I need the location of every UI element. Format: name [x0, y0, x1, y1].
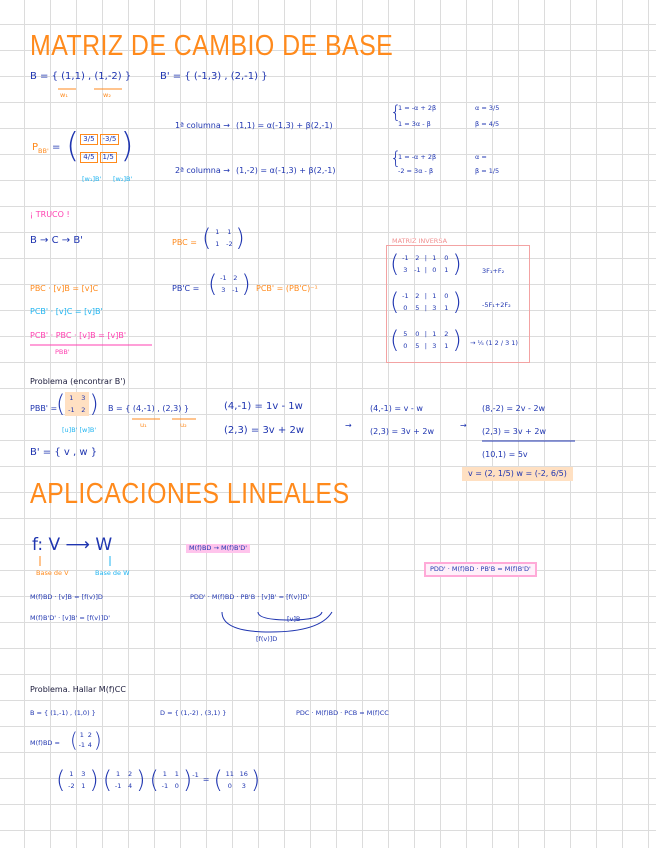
col2-sys1: 1 = -α + 2β — [398, 153, 437, 161]
brace1-label: [v]B — [287, 615, 301, 623]
problem1-basis-bp: B' = { v , w } — [30, 447, 98, 458]
pbb-col1-label: [w₁]B' — [82, 175, 102, 183]
basis-b: B = { (1,1) , (1,-2) } — [30, 71, 132, 82]
inverse-title: MATRIZ INVERSA — [392, 237, 448, 245]
inverse-result: → ⅕ (1 2 / 3 1) — [470, 339, 518, 347]
problem1-pbbp-label: PBB' = — [30, 404, 58, 413]
section-title-aplicaciones: APLICACIONES LINEALES — [30, 478, 350, 510]
col1-sys1: 1 = -α + 2β — [398, 104, 437, 112]
problem2-product: ( 1 3 -2 1 ) ( 1 2 -1 4 ) ( 1 1 -1 0 ) $^{-1}$ = ( 11 16 0 3 ) — [56, 766, 261, 794]
basis-b-prime: B' = { (-1,3) , (2,-1) } — [160, 71, 268, 82]
relation2: M(f)B'D' · [v]B' = [f(v)]D' — [30, 614, 111, 622]
col1-label: 1ª columna → — [175, 121, 230, 130]
pbb-m21: 4/5 — [80, 152, 97, 163]
problem1-f1: (4,-1) = v - w — [370, 404, 423, 413]
pbb-m11: 3/5 — [80, 134, 97, 145]
col1-res1: α = 3/5 — [475, 104, 500, 112]
col1-equation: (1,1) = α(-1,3) + β(2,-1) — [236, 121, 333, 130]
problem1-g2: (2,3) = 3v + 2w — [482, 427, 546, 436]
problem1-pbbp-matrix: ( 1 3 -1 2 ) — [56, 390, 99, 418]
brace-fv-bracket — [222, 612, 332, 632]
pbpc-label: PB'C = — [172, 284, 200, 293]
relation3: PDD' · M(f)BD · PB'B · [v]B' = [f(v)]D' — [190, 593, 310, 601]
col2-brace: { — [390, 148, 402, 169]
problem1-g1: (8,-2) = 2v - 2w — [482, 404, 546, 413]
truco-title: ¡ TRUCO ! — [30, 210, 70, 219]
problem1-arrow2: → — [460, 421, 467, 430]
truco-line2: PCB' · [v]C = [v]B' — [30, 307, 103, 316]
inverse-op1: 3F₁+F₂ — [482, 267, 505, 275]
problem1-cols: [u]B' [w]B' — [62, 426, 97, 434]
problem1-g3: (10,1) = 5v — [482, 450, 528, 459]
pbb-matrix: ( 3/5 -3/5 4/5 1/5 ) — [66, 126, 134, 166]
col1-brace: { — [390, 102, 402, 123]
col2-sys2: -2 = 3α - β — [398, 167, 434, 175]
matrix-change-note: M(f)BD → M(f)B'D' — [186, 544, 250, 553]
pbc-matrix: ( 1 1 1 -2 ) — [202, 224, 245, 252]
inverse-step2: ( -1 2 | 1 0 0 5 | 3 1 ) — [390, 288, 462, 316]
col2-res2: β = 1/5 — [475, 167, 500, 175]
base-w-label: Base de W — [95, 569, 130, 577]
problem1-basis-b: B = { (4,-1) , (2,3) } — [108, 404, 189, 413]
linear-map: f: V ⟶ W — [32, 535, 113, 555]
pbb-col2-label: [w₂]B' — [113, 175, 133, 183]
col1-res2: β = 4/5 — [475, 120, 500, 128]
pbc-label: PBC = — [172, 238, 198, 247]
problem1-sub1: u₁ — [140, 421, 147, 429]
change-formula-box: PDD' · M(f)BD · PB'B = M(f)B'D' — [424, 562, 537, 577]
problem2-basis-d: D = { (1,-2) , (3,1) } — [160, 709, 227, 717]
col2-label: 2ª columna → — [175, 166, 230, 175]
truco-line3-sub: PBB' — [55, 348, 70, 356]
problem1-f2: (2,3) = 3v + 2w — [370, 427, 434, 436]
inverse-step1: ( -1 2 | 1 0 3 -1 | 0 1 ) — [390, 250, 462, 278]
inverse-step3: ( 5 0 | 1 2 0 5 | 3 1 ) — [390, 326, 462, 354]
section-title-cambio-base: MATRIZ DE CAMBIO DE BASE — [30, 30, 394, 62]
problem1-sub2: u₂ — [180, 421, 187, 429]
pcbp-eq: PCB' = (PB'C)⁻¹ — [256, 284, 318, 293]
col2-equation: (1,-2) = α(-1,3) + β(2,-1) — [236, 166, 336, 175]
pbpc-matrix: ( -1 2 3 -1 ) — [208, 270, 251, 298]
brace2-label: [f(v)]D — [256, 635, 278, 643]
base-v-label: Base de V — [36, 569, 69, 577]
problem1-e1: (4,-1) = 1v - 1w — [224, 401, 303, 412]
relation1: M(f)BD · [v]B = [f(v)]D — [30, 593, 103, 601]
problem1-title: Problema (encontrar B') — [30, 377, 126, 386]
truco-line3: PCB' · PBC · [v]B = [v]B' — [30, 331, 127, 340]
problem1-e2: (2,3) = 3v + 2w — [224, 425, 304, 436]
inverse-op2: -5F₁+2F₂ — [482, 301, 511, 309]
col1-sys2: 1 = 3α - β — [398, 120, 431, 128]
truco-chain: B → C → B' — [30, 235, 83, 246]
basis-b-sub2: w₂ — [103, 91, 111, 99]
problem2-mfbd-label: M(f)BD = — [30, 739, 60, 747]
problem2-basis-b: B = { (1,-1) , (1,0) } — [30, 709, 96, 717]
truco-line1: PBC · [v]B = [v]C — [30, 284, 99, 293]
problem2-mfbd-matrix: ( 1 2 -1 4 ) — [70, 728, 102, 752]
basis-b-sub1: w₁ — [60, 91, 68, 99]
col2-res1: α = — [475, 153, 487, 161]
problem1-arrow1: → — [345, 421, 352, 430]
pbb-label: $P_{BB'}$ = — [32, 142, 61, 155]
pbb-m12: -3/5 — [100, 134, 120, 145]
problem2-title: Problema. Hallar M(f)CC — [30, 685, 126, 694]
problem2-formula: PDC · M(f)BD · PCB = M(f)CC — [296, 709, 389, 717]
pbb-m22: 1/5 — [100, 152, 117, 163]
problem1-answer: v = (2, 1/5) w = (-2, 6/5) — [462, 467, 573, 481]
brace-v-bracket — [258, 612, 322, 620]
